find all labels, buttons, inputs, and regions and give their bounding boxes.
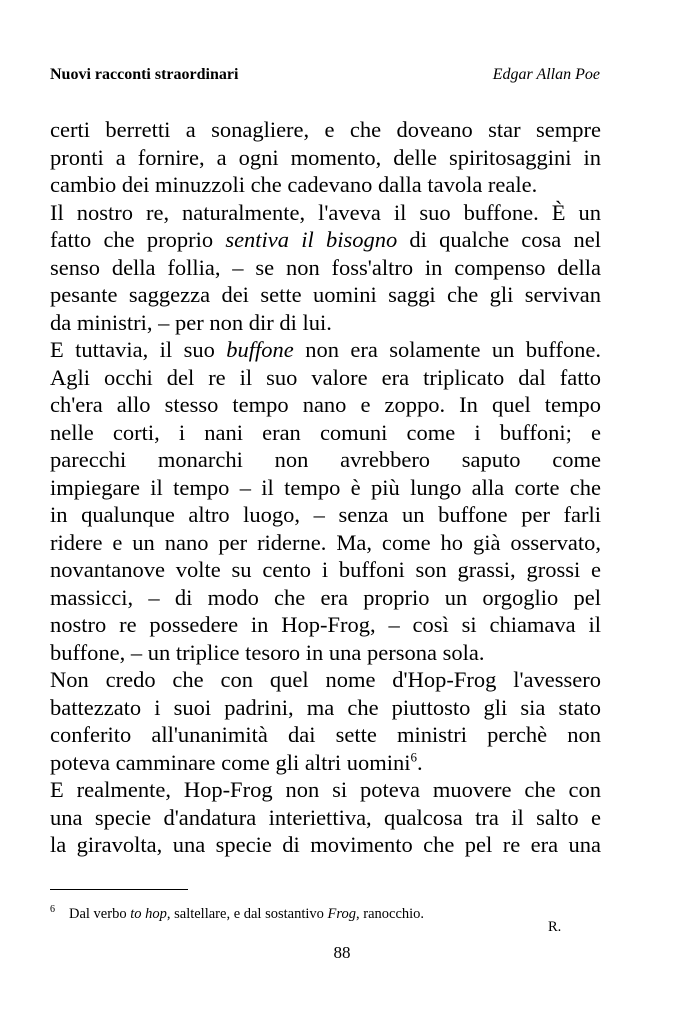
text-line: Non credo che con quel nome d'Hop-Frog l'avessero [50, 667, 601, 692]
footnote-reference[interactable]: 6 [410, 749, 418, 764]
text-fragment: di qualche cosa nel [397, 227, 601, 252]
italic-phrase: sentiva il bisogno [225, 227, 398, 252]
text-line: nostro re possedere in Hop-Frog, – così si chiamava il [50, 612, 601, 637]
footnote-number: 6 [50, 904, 55, 915]
footnote-text: Dal verbo [69, 905, 131, 922]
book-title: Nuovi racconti straordinari [50, 66, 239, 83]
text-line [50, 336, 601, 364]
text-line: battezzato i suoi padrini, ma che piuttosto gli sia stato [50, 694, 601, 720]
footnote-signature: R. [548, 919, 562, 935]
text-line: da ministri, – per non dir di lui. [50, 309, 332, 335]
page-number: 88 [333, 943, 351, 962]
text-line: ridere e un nano per riderne. Ma, come ho già osservato, [50, 529, 601, 555]
text-fragment: non era solamente un buffone. [293, 337, 601, 362]
text-line: Il nostro re, naturalmente, l'aveva il suo buffone. È un [50, 199, 601, 225]
text-fragment: . [417, 749, 423, 775]
running-header [50, 66, 600, 84]
footnote-text: , ranocchio. [356, 905, 425, 922]
text-line: buffone, – un triplice tesoro in una persona sola. [50, 639, 485, 665]
text-line: parecchi monarchi non avrebbero saputo come [50, 447, 601, 472]
text-line: in qualunque altro luogo, – senza un buffone per farli [50, 502, 601, 527]
text-line: pesante saggezza dei sette uomini saggi che gli servivan [50, 282, 601, 307]
text-fragment: E tuttavia, il suo [50, 337, 227, 362]
body-text [50, 116, 601, 859]
footnote-italic: to hop [130, 905, 167, 922]
author-name: Edgar Allan Poe [492, 66, 600, 83]
text-line: massicci, – di modo che era proprio un orgoglio pel [50, 584, 601, 610]
text-line [50, 749, 601, 777]
text-fragment: fatto che proprio [50, 227, 226, 252]
italic-word: buffone [226, 337, 294, 362]
text-line: E realmente, Hop-Frog non si poteva muovere che con [50, 777, 601, 802]
text-line: certi berretti a sonagliere, e che doveano star sempre [50, 117, 601, 142]
text-line: pronti a fornire, a ogni momento, delle spiritosaggini in [50, 144, 601, 170]
text-line: conferito all'unanimità dai sette ministri perchè non [50, 722, 601, 747]
text-line: la giravolta, una specie di movimento che pel re era una [50, 832, 601, 857]
text-fragment: poteva camminare come gli altri uomini [50, 749, 411, 775]
footnote-divider [50, 889, 188, 890]
text-line [50, 226, 601, 254]
text-line: una specie d'andatura interiettiva, qualcosa tra il salto e [50, 804, 601, 830]
text-line: novantanove volte su cento i buffoni son grassi, grossi e [50, 557, 601, 582]
footnote-italic: Frog [327, 905, 356, 922]
text-line: senso della follia, – se non foss'altro in compenso della [50, 254, 601, 280]
text-line: nelle corti, i nani eran comuni come i buffoni; e [50, 419, 601, 445]
text-line: Agli occhi del re il suo valore era triplicato dal fatto [50, 364, 601, 390]
text-line: impiegare il tempo – il tempo è più lungo alla corte che [50, 474, 601, 500]
footnote-text: , saltellare, e dal sostantivo [166, 905, 328, 922]
text-line: cambio dei minuzzoli che cadevano dalla tavola reale. [50, 172, 538, 197]
footnote [50, 901, 570, 923]
text-line: ch'era allo stesso tempo nano e zoppo. In quel tempo [50, 392, 601, 417]
